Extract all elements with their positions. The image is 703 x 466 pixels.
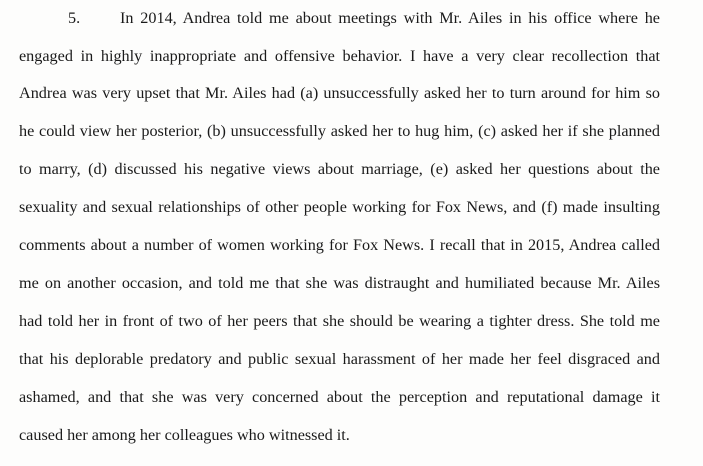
- paragraph-line-9: had told her in front of two of her peers that she should be wearing a tighter dress. She told me: [19, 312, 660, 330]
- paragraph-line-4: he could view her posterior, (b) unsuccessfully asked her to hug him, (c) asked her if she planned: [19, 122, 660, 140]
- paragraph-line-10: that his deplorable predatory and public sexual harassment of her made her feel disgraced and: [19, 350, 660, 368]
- paragraph-line-3: Andrea was very upset that Mr. Ailes had (a) unsuccessfully asked her to turn around for him so: [19, 84, 660, 102]
- paragraph-line-6: sexuality and sexual relationships of other people working for Fox News, and (f) made insulting: [19, 198, 660, 216]
- paragraph-line-2: engaged in highly inappropriate and offensive behavior. I have a very clear recollection that: [19, 47, 660, 65]
- paragraph-line-1-text: In 2014, Andrea told me about meetings with Mr. Ailes in his office where he: [120, 9, 660, 27]
- paragraph-line-7: comments about a number of women working for Fox News. I recall that in 2015, Andrea called: [19, 236, 660, 254]
- paragraph-line-8: me on another occasion, and told me that she was distraught and humiliated because Mr. Ailes: [19, 274, 660, 292]
- paragraph-line-1: [68, 8, 660, 28]
- paragraph-line-12: caused her among her colleagues who witnessed it.: [19, 426, 350, 444]
- paragraph-line-5: to marry, (d) discussed his negative views about marriage, (e) asked her questions about the: [19, 160, 660, 178]
- paragraph-number: 5.: [68, 9, 81, 27]
- paragraph-line-11: ashamed, and that she was very concerned about the perception and reputational damage it: [19, 388, 660, 406]
